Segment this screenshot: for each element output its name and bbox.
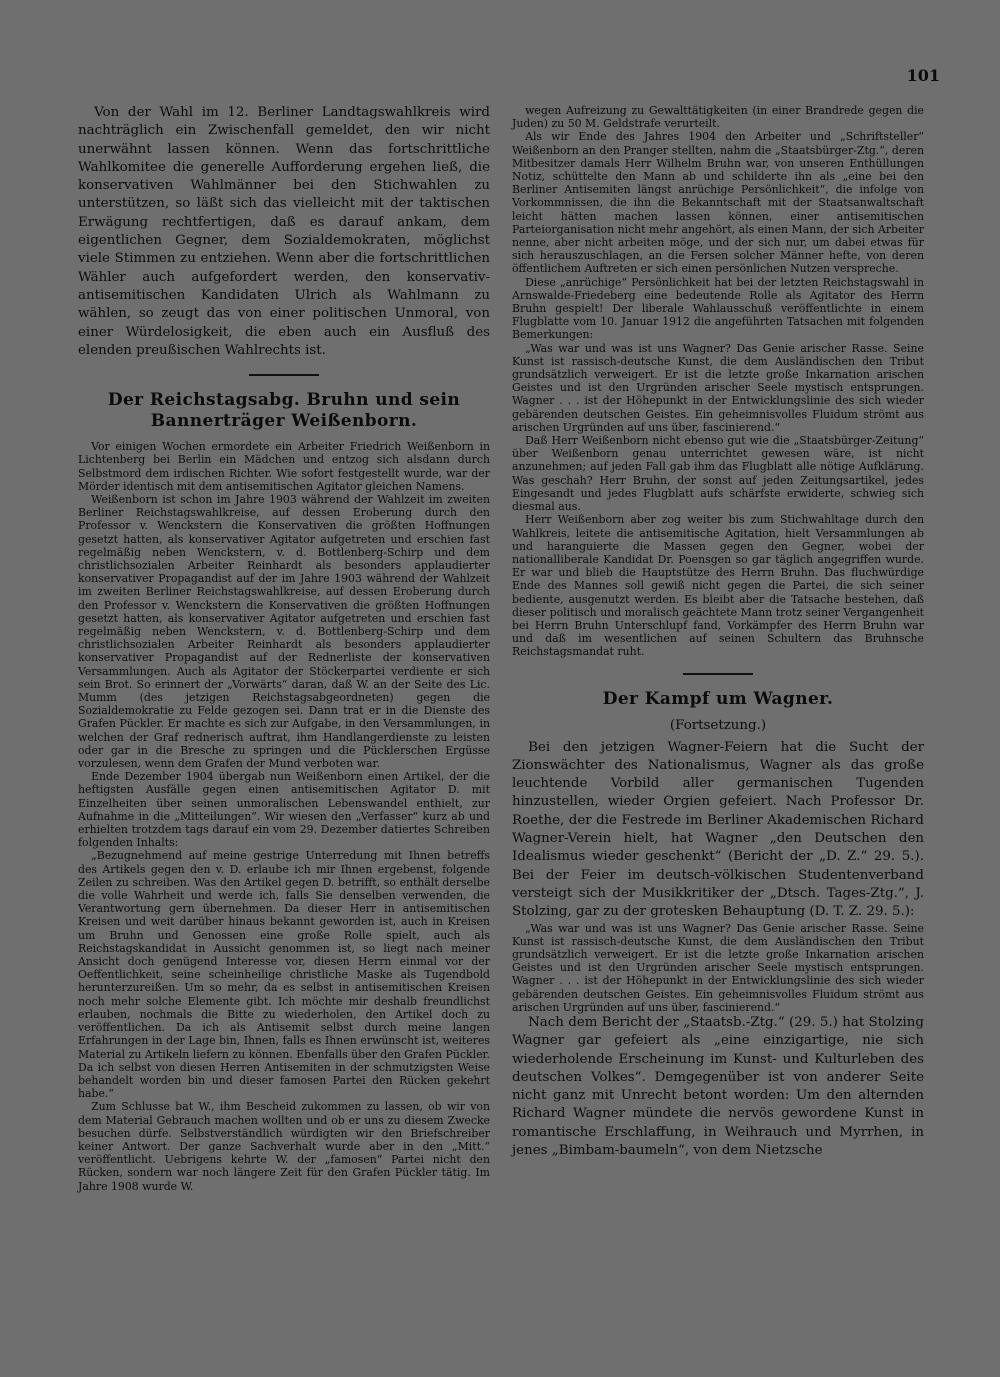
section-divider [683,673,753,675]
continuation-paragraph: Herr Weißenborn aber zog weiter bis zum Stichwahltage durch den Wahlkreis, leitete die antisemitische Agitation, hielt Versammlungen ab und haranguierte die Massen gegen den Gegner, wobei der nationalliberale Kandidat Dr. Poensgen so gar täglich angegriffen wurde. Er war und blieb die Hauptstütze des Herrn Bruhn. Das fluchwürdige Ende des Mannes soll gewiß nicht gegen die Partei, die sich seiner bediente, ausgenutzt werden. Es bleibt aber die Tatsache bestehen, daß dieser politisch und moralisch geächtete Mann trotz seiner Vergangenheit bei Herrn Bruhn Unterschlupf fand, Vorkämpfer des Herrn Bruhn war und daß im wesentlichen auf seinen Schultern das Bruhnsche Reichstagsmandat ruht. [512,513,924,659]
article-headline-bruhn: Der Reichstagsabg. Bruhn und sein Bannerträger Weißenborn. [107,390,461,432]
article-paragraph: Weißenborn ist schon im Jahre 1903 während der Wahlzeit im zweiten Berliner Reichstagswahlkreise, auf dessen Eroberung durch den Professor v. Wenckstern die Konservativen die größten Hoffnungen gesetzt hatten, als konservativer Agitator aufgetreten und erschien fast regelmäßig neben Wenckstern, v. d. Bottlenberg-Schirp und dem christlichsozialen Arbeiter Reinhardt als besonders applaudierter konservativer Propagandist auf der im Jahre 1903 während der Wahlzeit im zweiten Berliner Reichstagswahlkreise, auf dessen Eroberung durch den Professor v. Wenckstern die Konservativen die größten Hoffnungen gesetzt hatten, als konservativer Agitator aufgetreten und erschien fast regelmäßig neben Wenckstern, v. d. Bottlenberg-Schirp und dem christlichsozialen Arbeiter Reinhardt als besonders applaudierter konservativer Propagandist auf der Rednerliste der konservativen Versammlungen. Auch als Agitator der Stöckerpartei verdiente er sich sein Brot. So erinnert der „Vorwärts“ daran, daß W. an der Seite des Lic. Mumm (des jetzigen Reichstagsabgeordneten) gegen die Sozialdemokratie zu Felde gezogen sei. Dann trat er in die Dienste des Grafen Pückler. Er machte es sich zur Aufgabe, in den Versammlungen, in welchen der Graf rednerisch auftrat, ihm Handlangerdienste zu leisten oder gar in die Bresche zu springen und die Pücklerschen Ergüsse vorzulesen, wenn dem Grafen der Mund verboten war. [78,492,490,771]
wagner-quote: „Was war und was ist uns Wagner? Das Genie arischer Rasse. Seine Kunst ist rassisch-deutsche Kunst, die dem Ausländischen den Tribut grundsätzlich verweigert. Er ist die letzte große Inkarnation arischen Geistes und ist den Urgründen arischer Seele mystisch entsprungen. Wagner . . . ist der Höhepunkt in der Entwicklungslinie des sich wieder gebärenden deutschen Geistes. Ein geheimnisvolles Fluidum strömt aus arischen Urgründen auf uns über, fascinierend.“ [512,921,924,1014]
continuation-paragraph: Daß Herr Weißenborn nicht ebenso gut wie die „Staatsbürger-Zeitung“ über Weißenborn genau unterrichtet gewesen wäre, ist nicht anzunehmen; auf jeden Fall gab ihm das Flugblatt alle nötige Aufklärung. Was geschah? Herr Bruhn, der sonst auf jeden Zeitungsartikel, jedes Eingesandt und jedes Flugblatt aufs schärfste erwiderte, schwieg sich diesmal aus. [512,434,924,514]
article-paragraph: Vor einigen Wochen ermordete ein Arbeiter Friedrich Weißenborn in Lichtenberg bei Berlin ein Mädchen und entzog sich alsdann durch Selbstmord dem irdischen Richter. Wie sofort festgestellt wurde, war der Mörder identisch mit dem antisemitischen Agitator gleichen Namens. [78,440,490,493]
article-paragraph: Zum Schlusse bat W., ihm Bescheid zukommen zu lassen, ob wir von dem Material Gebrauch machen wollten und ob er uns zu diesem Zwecke besuchen dürfe. Selbstverständlich würdigten wir den Briefschreiber keiner Antwort. Der ganze Sachverhalt wurde aber in den „Mitt.“ veröffentlicht. Uebrigens kehrte W. der „famosen“ Partei nicht den Rücken, sondern war noch längere Zeit für den Grafen Pückler tätig. Im Jahre 1908 wurde W. [78,1100,490,1193]
wagner-paragraph: Nach dem Bericht der „Staatsb.-Ztg.“ (29. 5.) hat Stolzing Wagner gar gefeiert als „eine einzigartige, nie sich wiederholende Erscheinung im Kunst- und Kulturleben des deutschen Volkes“. Demgegenüber ist von anderer Seite nicht ganz mit Unrecht betont worden: Um den alternden Richard Wagner mündete die nervös gewordene Kunst in romantische Erschlaffung, in Weihrauch und Myrrhen, in jenes „Bimbam-baumeln“, von dem Nietzsche [512,1014,924,1158]
intro-paragraph: Von der Wahl im 12. Berliner Landtagswahlkreis wird nachträglich ein Zwischenfall gemeldet, den wir nicht unerwähnt lassen können. Wenn das fortschrittliche Wahlkomitee die generelle Aufforderung ergehen ließ, die konservativen Wahlmänner bei den Stichwahlen zu unterstützen, so läßt sich das vielleicht mit der taktischen Erwägung rechtfertigen, daß es darauf ankam, dem eigentlichen Gegner, dem Sozialdemokraten, möglichst viele Stimmen zu entziehen. Wenn aber die fortschrittlichen Wähler auch aufgefordert werden, den konservativ-antisemitischen Kandidaten Ulrich als Wahlmann zu wählen, so zeugt das von einer politischen Unmoral, von einer Würdelosigkeit, die eben auch ein Ausfluß des elenden preußischen Wahlrechts ist. [78,105,490,358]
article-paragraph: Ende Dezember 1904 übergab nun Weißenborn einen Artikel, der die heftigsten Ausfälle gegen einen antisemitischen Agitator D. mit Einzelheiten über seinen unmoralischen Lebenswandel enthielt, zur Aufnahme in die „Mitteilungen“. Wir wiesen den „Verfasser“ kurz ab und erhielten trotzdem tags darauf ein vom 29. Dezember datiertes Schreiben folgenden Inhalts: [78,770,490,850]
quoted-letter: „Bezugnehmend auf meine gestrige Unterredung mit Ihnen betreffs des Artikels gegen den v. D. erlaube ich mir Ihnen ergebenst, folgende Zeilen zu schreiben. Was den Artikel gegen D. betrifft, so enthält derselbe die volle Wahrheit und werde ich, falls Sie denselben verwenden, die Verantwortung gern übernehmen. Da dieser Herr in antisemitischen Kreisen und weit darüber hinaus bekannt geworden ist, auch in Kreisen um Bruhn und Genossen eine große Rolle spielt, auch als Reichstagskandidat in Aussicht genommen ist, so liegt nach meiner Ansicht doch genügend Interesse vor, diesen Herrn einmal vor der Oeffentlichkeit, seine scheinheilige christliche Maske als Tugendbold herunterzureißen. Um so mehr, da es selbst in antisemitischen Kreisen noch mehr solche Elemente gibt. Ich möchte mir deshalb freundlichst erlauben, nochmals die Bitte zu wiederholen, den Artikel doch zu veröffentlichen. Da ich als Antisemit selbst durch meine langen Erfahrungen in der Lage bin, Ihnen, falls es Ihnen erwünscht ist, weiteres Material zu Artikeln liefern zu können. Ebenfalls über den Grafen Pückler. Da ich selbst von diesen Herren Antisemiten in der schmutzigsten Weise behandelt worden bin und dieser famosen Partei den Rücken gekehrt habe.“ [78,849,490,1101]
right-column [512,104,924,1160]
continuation-paragraph: wegen Aufreizung zu Gewalttätigkeiten (in einer Brandrede gegen die Juden) zu 50 M. Geldstrafe verurteilt. [512,104,924,131]
article-subheadline: (Fortsetzung.) [669,717,767,733]
section-divider [249,374,319,376]
left-column [78,104,490,1193]
continuation-paragraph: Als wir Ende des Jahres 1904 den Arbeiter und „Schriftsteller“ Weißenborn an den Pranger stellten, nahm die „Staatsbürger-Ztg.“, deren Mitbesitzer damals Herr Wilhelm Bruhn war, von unseren Enthüllungen Notiz, schüttelte den Mann ab und schilderte ihn als „eine bei den Berliner Antisemiten längst anrüchige Persönlichkeit“, die infolge von Vorkommnissen, die ihn die Bekanntschaft mit der Staatsanwaltschaft leicht hätten machen lassen können, einer antisemitischen Parteiorganisation nicht mehr angehört, als einen Mann, der sich Arbeiter nenne, aber nicht arbeiten möge, und der sich nur, um dabei etwas für sich herauszuschlagen, an die Fersen solcher Männer hefte, von deren öffentlichem Auftreten er sich einen persönlichen Nutzen verspreche. [512,130,924,276]
continuation-paragraph: Diese „anrüchige“ Persönlichkeit hat bei der letzten Reichstagswahl in Arnswalde-Friedeberg eine bedeutende Rolle als Agitator des Herrn Bruhn gespielt! Der liberale Wahlausschuß veröffentlichte in einem Flugblatte vom 10. Januar 1912 die angeführten Tatsachen mit folgenden Bemerkungen: [512,275,924,342]
article-headline-wagner: Der Kampf um Wagner. [602,688,834,709]
page-number: 101 [906,66,940,85]
flyer-quote: „Was war und was ist uns Wagner? Das Genie arischer Rasse. Seine Kunst ist rassisch-deutsche Kunst, die dem Ausländischen den Tribut grundsätzlich verweigert. Er ist die letzte große Inkarnation arischen Geistes und ist den Urgründen arischer Seele mystisch entsprungen. Wagner . . . ist der Höhepunkt in der Entwicklungslinie des sich wieder gebärenden deutschen Geistes. Ein geheimnisvolles Fluidum strömt aus arischen Urgründen auf uns über, fascinierend.“ [512,341,924,434]
wagner-paragraph: Bei den jetzigen Wagner-Feiern hat die Sucht der Zionswächter des Nationalismus, Wagner als das große leuchtende Vorbild aller germanischen Tugenden hinzustellen, wieder Orgien gefeiert. Nach Professor Dr. Roethe, der die Festrede im Berliner Akademischen Richard Wagner-Verein hielt, hat Wagner „den Deutschen den Idealismus wieder geschenkt“ (Bericht der „D. Z.“ 29. 5.). Bei der Feier im deutsch-völkischen Studentenverband versteigt sich der Musikkritiker der „Dtsch. Tages-Ztg.“, J. Stolzing, gar zu der grotesken Behauptung (D. T. Z. 29. 5.): [512,739,924,920]
